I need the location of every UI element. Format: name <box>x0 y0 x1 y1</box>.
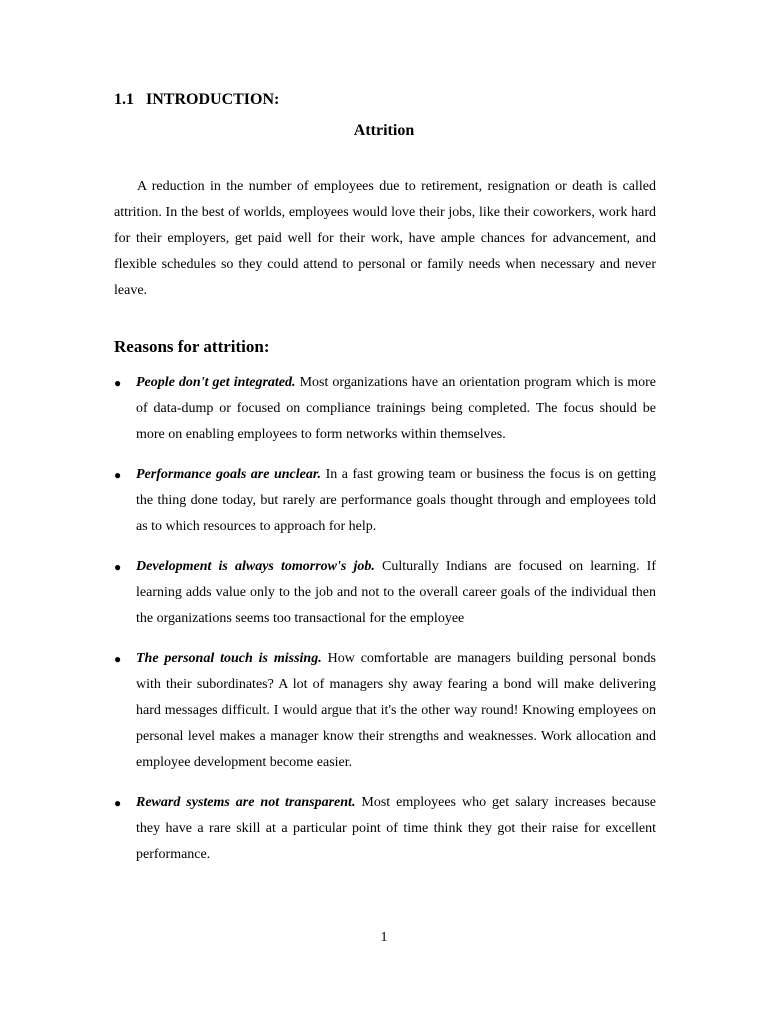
list-item <box>114 790 656 868</box>
reason-text: In a fast growing team or business the focus is on getting the thing done today, but rarely are performance goals thought through and employees told as to which resources to approach for help. <box>136 467 657 534</box>
reasons-list <box>114 370 656 882</box>
reason-lead: Reward systems are not transparent. <box>136 795 356 810</box>
list-item <box>114 554 656 632</box>
bullet-icon: ● <box>114 376 122 390</box>
reason-lead: Development is always tomorrow's job. <box>136 559 375 574</box>
bullet-icon: ● <box>114 652 122 666</box>
bullet-icon: ● <box>114 560 122 574</box>
reason-lead: The personal touch is missing. <box>136 651 322 666</box>
list-item <box>114 462 656 540</box>
section-heading-text: INTRODUCTION: <box>146 91 280 108</box>
reason-text: Most organizations have an orientation program which is more of data-dump or focused on compliance trainings being completed. The focus should be more on enabling employees to form networks within themselves. <box>136 375 656 442</box>
reason-text: Culturally Indians are focused on learning. If learning adds value only to the job and not to the overall career goals of the individual then the organizations seems too transactional for the employee <box>136 559 657 626</box>
list-item <box>114 646 656 776</box>
reason-text: How comfortable are managers building personal bonds with their subordinates? A lot of managers shy away fearing a bond will make delivering hard messages difficult. I would argue that it's the other way round! Knowing employees on personal level makes a manager know their strengths and weaknesses. Work allocation and employee development become easier. <box>136 651 656 770</box>
bullet-icon: ● <box>114 796 122 810</box>
section-number: 1.1 <box>114 91 134 108</box>
reason-lead: People don't get integrated. <box>136 375 296 390</box>
list-item <box>114 370 656 448</box>
reason-text: Most employees who get salary increases because they have a rare skill at a particular point of time think they got their raise for excellent performance. <box>136 795 657 862</box>
reason-lead: Performance goals are unclear. <box>136 467 322 482</box>
page-number: 1 <box>380 930 388 945</box>
bullet-icon: ● <box>114 468 122 482</box>
page-title: Attrition <box>353 122 415 139</box>
intro-paragraph: A reduction in the number of employees due to retirement, resignation or death is called attrition. In the best of worlds, employees would love their jobs, like their coworkers, work hard for their employers, get paid well for their work, have ample chances for advancement, and flexible schedules so they could attend to personal or family needs when necessary and never leave. <box>114 179 656 298</box>
reasons-heading: Reasons for attrition: <box>114 337 270 356</box>
section-heading <box>114 91 279 109</box>
